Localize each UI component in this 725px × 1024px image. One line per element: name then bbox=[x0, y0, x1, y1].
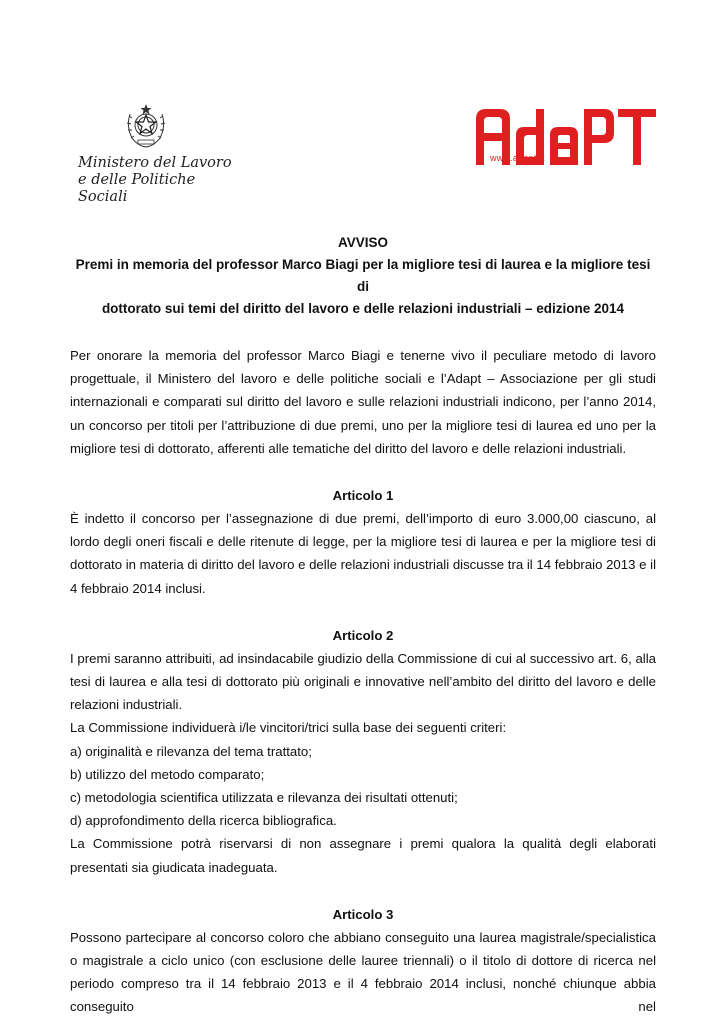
article-3-title: Articolo 3 bbox=[332, 906, 394, 922]
letterhead bbox=[0, 0, 725, 205]
italian-republic-emblem-icon bbox=[122, 100, 170, 150]
list-item: c) metodologia scientifica utilizzata e rilevanza dei risultati ottenuti; bbox=[70, 790, 458, 806]
article-2-closing: La Commissione potrà riservarsi di non assegnare i premi qualora la qualità degli elaborati presentati sia giudicata inadeguata. bbox=[70, 836, 656, 875]
article-2-title: Articolo 2 bbox=[332, 627, 394, 643]
adapt-url: www.adapt.it bbox=[490, 153, 545, 163]
list-item: a) originalità e rilevanza del tema trattato; bbox=[70, 743, 312, 759]
article-1-title: Articolo 1 bbox=[332, 488, 394, 504]
criteria-list bbox=[70, 740, 656, 833]
article-2-text: I premi saranno attribuiti, ad insindacabile giudizio della Commissione di cui al successivo art. 6, alla tesi di laurea e alla tesi di dottorato più originali e innovative nell’ambito del diritto del lavoro e delle relazioni industriali. bbox=[70, 650, 656, 713]
intro-paragraph: Per onorare la memoria del professor Marco Biagi e tenerne vivo il peculiare metodo di lavoro progettuale, il Ministero del lavoro e delle politiche sociali e l’Adapt – Associazione per gli studi internazionali e comparati sul diritto del lavoro e sulle relazioni industriali indicono, per l’anno 2014, un concorso per titoli per l’attribuzione di due premi, uno per la migliore tesi di laurea ed uno per la migliore tesi di dottorato, afferenti alle tematiche del diritto del lavoro e delle relazioni industriali. bbox=[70, 348, 656, 456]
article-3-text: Possono partecipare al concorso coloro che abbiano conseguito una laurea magistrale/specialistica o magistrale a ciclo unico (con esclusione delle lauree triennali) o il titolo di dottore di ricerca nel periodo compreso tra il 14 febbraio 2013 e il 4 febbraio 2014 inclusi, nonché chiunque abbia conseguito nel bbox=[70, 929, 656, 1015]
article-2-criteria-intro: La Commissione individuerà i/le vincitori/trici sulla base dei seguenti criteri: bbox=[70, 720, 507, 736]
document-body bbox=[70, 232, 656, 1019]
ministry-name-line1: Ministero del Lavoro bbox=[78, 155, 232, 171]
doc-title: AVVISO bbox=[337, 235, 388, 250]
ministry-name bbox=[78, 155, 248, 206]
doc-subtitle-line1: Premi in memoria del professor Marco Biagi per la migliore tesi di laurea e la migliore tesi di bbox=[75, 257, 651, 294]
list-item: b) utilizzo del metodo comparato; bbox=[70, 766, 265, 782]
doc-subtitle-line2: dottorato sui temi del diritto del lavoro e delle relazioni industriali – edizione 2014 bbox=[101, 301, 625, 316]
ministry-logo bbox=[78, 100, 238, 205]
list-item: d) approfondimento della ricerca bibliografica. bbox=[70, 813, 337, 829]
article-1-text: È indetto il concorso per l’assegnazione di due premi, dell’importo di euro 3.000,00 ciascuno, al lordo degli oneri fiscali e delle ritenute di legge, per la migliore tesi di laurea e per la migliore tesi di dottorato in materia di diritto del lavoro e delle relazioni industriali discusse tra il 14 febbraio 2013 e il 4 febbraio 2014 inclusi. bbox=[70, 511, 656, 596]
ministry-name-line2: e delle Politiche Sociali bbox=[78, 172, 196, 205]
